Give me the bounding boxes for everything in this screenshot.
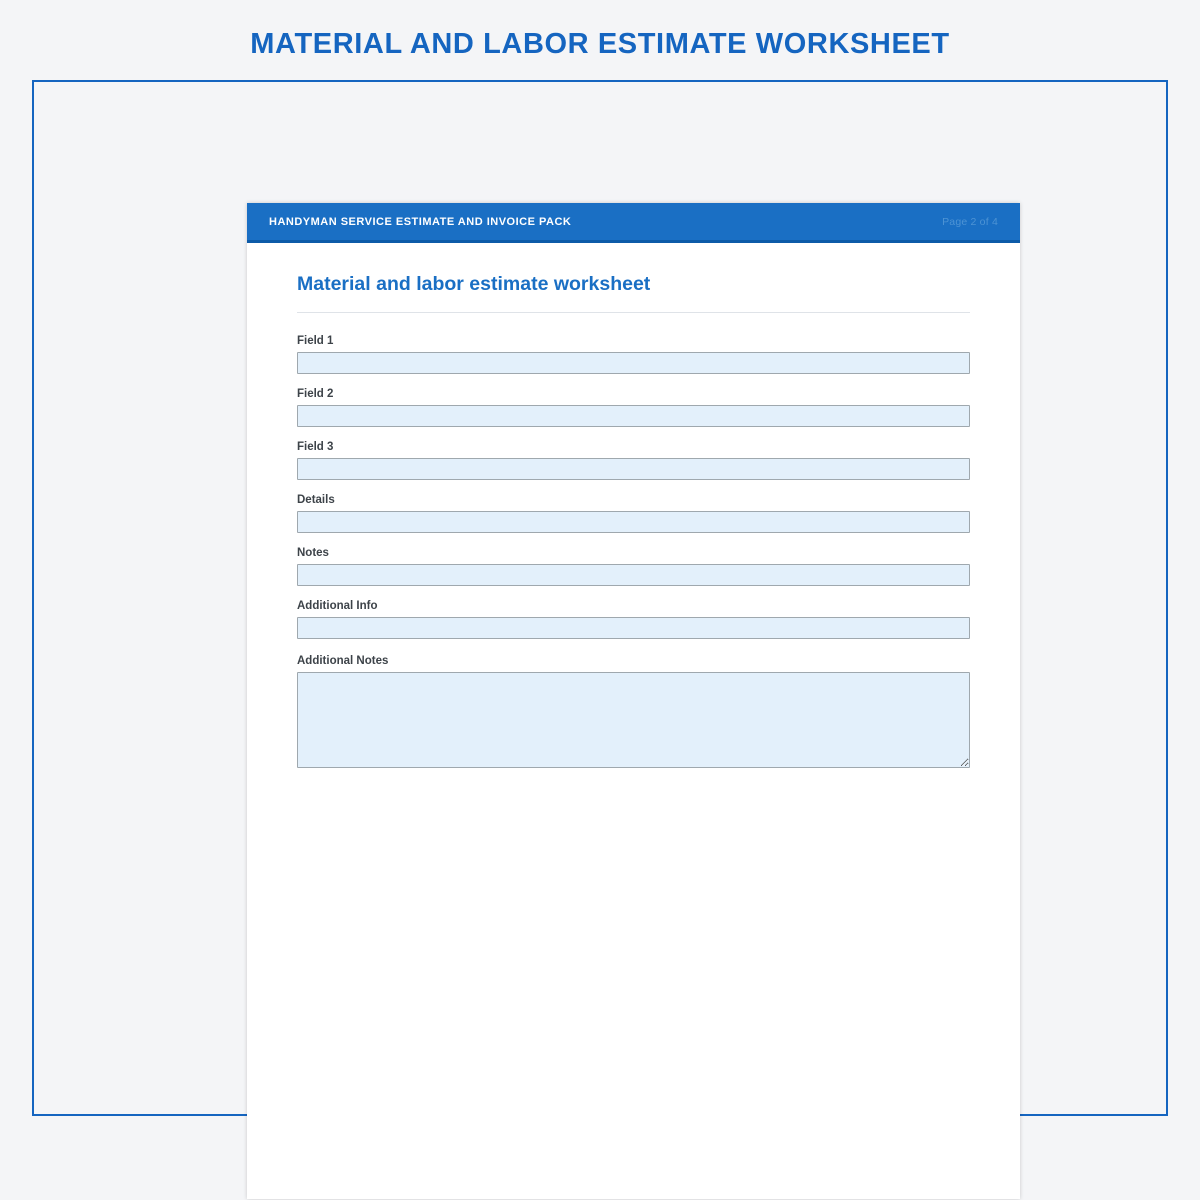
document-sheet — [247, 203, 1020, 1199]
field-1-input[interactable] — [297, 352, 970, 374]
form-field-field-2 — [297, 388, 970, 427]
field-label: Additional Notes — [297, 655, 389, 667]
section-title: Material and labor estimate worksheet — [297, 273, 970, 313]
details-input[interactable] — [297, 511, 970, 533]
form-field-additional-info — [297, 600, 970, 639]
form-field-additional-notes — [297, 655, 970, 768]
document-header-bar — [247, 203, 1020, 243]
additional-notes-textarea[interactable] — [297, 672, 970, 768]
form-field-field-1 — [297, 335, 970, 374]
document-frame — [32, 80, 1168, 1116]
document-body — [247, 243, 1020, 768]
page-title: MATERIAL AND LABOR ESTIMATE WORKSHEET — [250, 28, 950, 60]
field-label: Additional Info — [297, 600, 378, 612]
field-label: Field 1 — [297, 335, 334, 347]
notes-input[interactable] — [297, 564, 970, 586]
form-field-details — [297, 494, 970, 533]
field-label: Field 3 — [297, 441, 334, 453]
page-indicator: Page 2 of 4 — [942, 215, 998, 228]
form-field-field-3 — [297, 441, 970, 480]
field-3-input[interactable] — [297, 458, 970, 480]
additional-info-input[interactable] — [297, 617, 970, 639]
field-2-input[interactable] — [297, 405, 970, 427]
document-header-title: HANDYMAN SERVICE ESTIMATE AND INVOICE PACK — [269, 215, 572, 228]
field-label: Details — [297, 494, 335, 506]
field-label: Field 2 — [297, 388, 334, 400]
field-label: Notes — [297, 547, 329, 559]
form-field-notes — [297, 547, 970, 586]
